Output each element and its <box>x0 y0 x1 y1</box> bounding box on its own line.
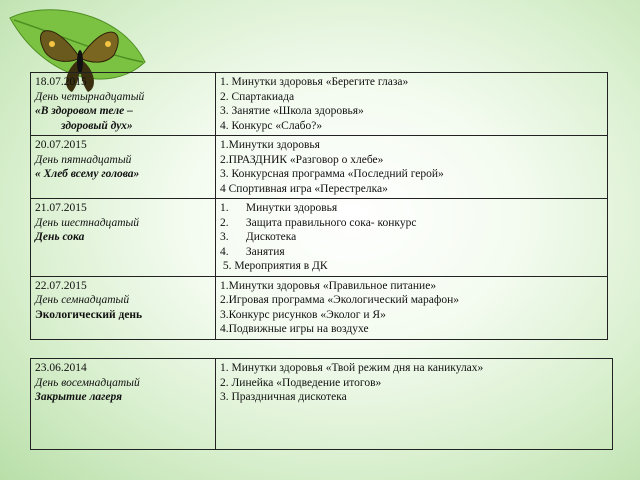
schedule-table <box>30 72 608 340</box>
activities-cell <box>216 276 608 339</box>
activity-item: 4 Спортивная игра «Перестрелка» <box>220 182 388 195</box>
activity-item: 4. Конкурс «Слабо?» <box>220 119 323 132</box>
day-theme: Закрытие лагеря <box>35 391 123 403</box>
activities-cell <box>216 199 608 277</box>
activity-item: 1.Минутки здоровья «Правильное питание» <box>220 279 437 292</box>
table-row <box>31 73 608 136</box>
activity-item: 3. Праздничная дискотека <box>220 391 347 403</box>
day-date: 23.06.2014 <box>35 362 87 374</box>
activities-cell <box>216 359 613 450</box>
activity-item: 1. Минутки здоровья «Твой режим дня на каникулах» <box>220 362 484 374</box>
day-date: 18.07.2015 <box>35 76 87 88</box>
activity-item: 5. Мероприятия в ДК <box>220 260 328 272</box>
activities-cell <box>216 73 608 136</box>
activity-item: 3. Конкурсная программа «Последний герой» <box>220 168 444 180</box>
day-theme: «В здоровом теле – <box>35 105 133 117</box>
table-row <box>31 276 608 339</box>
table-row <box>31 136 608 199</box>
activity-item: 2.Игровая программа «Экологический марафон» <box>220 294 459 306</box>
day-theme: Экологический день <box>35 308 143 321</box>
activity-item: 2. Линейка «Подведение итогов» <box>220 376 382 389</box>
activity-item: 2.ПРАЗДНИК «Разговор о хлебе» <box>220 153 384 166</box>
activity-item: 4. Занятия <box>220 245 285 258</box>
day-cell <box>31 359 216 450</box>
activity-item: 4.Подвижные игры на воздухе <box>220 323 369 335</box>
activity-item: 1.Минутки здоровья <box>220 139 320 151</box>
activity-item: 1. Минутки здоровья <box>220 202 338 214</box>
day-theme: День сока <box>35 231 85 243</box>
table-row <box>31 199 608 277</box>
day-theme: здоровый дух» <box>61 119 133 132</box>
day-cell <box>31 276 216 339</box>
activity-item: 2. Спартакиада <box>220 90 295 103</box>
day-cell <box>31 136 216 199</box>
activity-item: 3.Конкурс рисунков «Эколог и Я» <box>220 308 386 321</box>
day-date: 22.07.2015 <box>35 279 87 292</box>
day-date: 21.07.2015 <box>35 202 87 214</box>
activities-cell <box>216 136 608 199</box>
day-date: 20.07.2015 <box>35 139 87 151</box>
day-name: День шестнадцатый <box>35 216 140 229</box>
day-cell <box>31 73 216 136</box>
table-row <box>31 359 613 450</box>
activity-item: 3. Занятие «Школа здоровья» <box>220 105 364 117</box>
day-name: День пятнадцатый <box>35 153 132 166</box>
activity-item: 2. Защита правильного сока- конкурс <box>220 216 417 229</box>
schedule-table-last-day <box>30 358 613 450</box>
day-name: День четырнадцатый <box>35 90 145 103</box>
day-name: День восемнадцатый <box>35 376 140 389</box>
day-theme: « Хлеб всему голова» <box>35 168 140 180</box>
day-cell <box>31 199 216 277</box>
activity-item: 3. Дискотека <box>220 231 297 243</box>
day-name: День семнадцатый <box>35 294 130 306</box>
activity-item: 1. Минутки здоровья «Берегите глаза» <box>220 76 409 88</box>
